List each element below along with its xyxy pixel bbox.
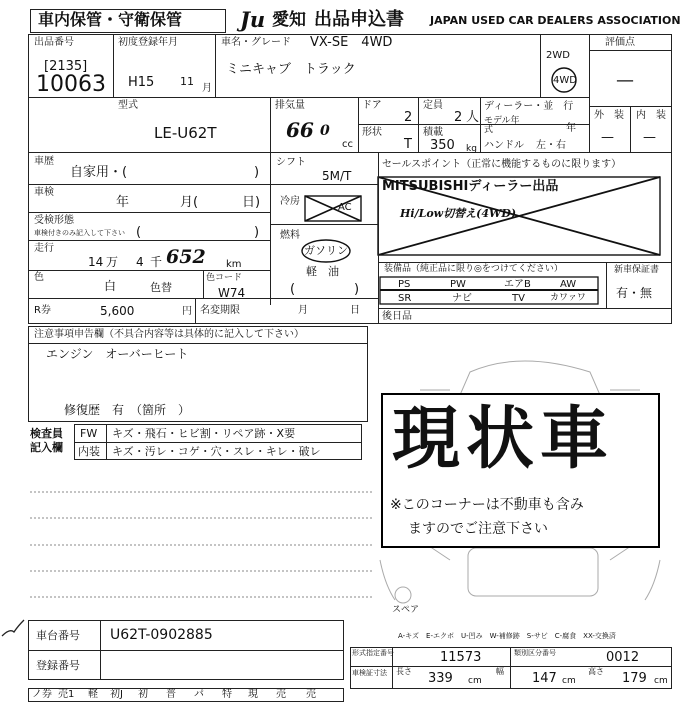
model-code-value: LE-U62T	[154, 124, 217, 142]
model-code-label: 型式	[118, 100, 138, 111]
hei-label: 高さ	[588, 667, 604, 676]
reg-era: H15	[128, 75, 155, 90]
stamp-title: 現状車	[392, 400, 615, 479]
warranty-value: 有・無	[616, 286, 653, 300]
equip-navi: ナビ	[452, 293, 472, 304]
check-mark	[2, 620, 24, 636]
bottom-6: パ	[194, 689, 204, 700]
handle-label: ハンドル	[484, 140, 524, 151]
association-name: JAPAN USED CAR DEALERS ASSOCIATION	[430, 14, 681, 27]
shape-label: 形状	[362, 127, 382, 138]
inspector-label: 検査員記入欄	[30, 427, 63, 454]
lot-number: 10063	[36, 72, 106, 97]
equip-aw: AW	[560, 279, 577, 290]
shaken-month: 月(	[180, 195, 199, 210]
drive-4wd: 4WD	[553, 75, 577, 86]
name-change-label: 名変期限	[200, 305, 240, 316]
exterior-label: 外 装	[594, 110, 624, 121]
handle-value: 左・右	[536, 140, 566, 151]
name-grade: VX-SE 4WD	[310, 35, 393, 50]
load-value: 350	[430, 138, 455, 153]
selling-scribble: Hi/Low切替え(4WD)	[400, 207, 517, 220]
later-label: 後日品	[382, 311, 412, 322]
inspector-int: 内装	[78, 445, 100, 458]
equip-pw: PW	[450, 279, 466, 290]
fuel-open: (	[290, 282, 296, 297]
repair-value: 有 （箇所	[112, 403, 167, 417]
interior-label: 内 装	[636, 110, 666, 121]
hei-unit: cm	[654, 676, 668, 686]
dims-label: 車検証寸法	[352, 669, 387, 677]
name-change-month: 月	[298, 305, 308, 316]
reg-month: 11	[180, 75, 194, 88]
class-number: 0012	[606, 650, 640, 665]
history-close: )	[254, 165, 260, 180]
spec-number: 11573	[440, 650, 482, 665]
repair-close: ）	[178, 403, 191, 417]
jushin-note: 車検付きのみ記入して下さい	[34, 229, 125, 237]
doors-label: ドア	[362, 100, 382, 111]
len-unit: cm	[468, 676, 482, 686]
mileage-man: 14	[88, 255, 104, 269]
mileage-rest: 652	[166, 246, 206, 268]
color-value: 白	[104, 279, 117, 293]
color-repaint: 色替	[150, 281, 172, 294]
mileage-man-unit: 万	[106, 255, 119, 269]
org-name: 愛知	[272, 10, 306, 30]
fuel-light: 軽 油	[306, 265, 339, 278]
hei-value: 179	[622, 671, 647, 686]
recycle-unit: 円	[182, 306, 192, 317]
disp-unit: cc	[342, 139, 353, 150]
load-label: 積載	[423, 127, 443, 138]
reg-month-unit: 月	[202, 83, 212, 94]
shaken-label: 車検	[34, 187, 54, 198]
fuel-close: )	[354, 282, 360, 297]
bottom-0: ノ券	[32, 689, 52, 700]
bottom-2: 軽	[88, 689, 98, 700]
equip-sr: SR	[398, 293, 412, 304]
bottom-8: 現	[248, 689, 258, 700]
disp-value: 66	[286, 118, 314, 142]
lot-sub: [2135]	[44, 59, 88, 74]
cap-value: 2	[454, 110, 463, 125]
regno-label: 登録番号	[36, 659, 80, 672]
history-label: 車歴	[34, 156, 54, 167]
jushin-close: )	[254, 225, 260, 240]
model-year-label: モデル年式	[484, 116, 520, 135]
disp-label: 排気量	[275, 100, 305, 111]
bottom-3: 初J	[110, 689, 123, 700]
equip-airbag: エアB	[504, 279, 531, 290]
inspector-fw-items: キズ・飛石・ヒビ割・リペア跡・X要	[112, 427, 296, 440]
stamp-line2: ますのでご注意下さい	[408, 521, 548, 537]
name-change-day: 日	[350, 305, 360, 316]
bottom-10: 売	[306, 689, 316, 700]
warranty-label: 新車保証書	[614, 265, 660, 275]
cooler-label: 冷房	[280, 196, 300, 207]
stamp-line1: ※このコーナーは不動車も含み	[390, 497, 584, 513]
shaken-year: 年	[116, 195, 130, 210]
dealer-label: ディーラー・並 行	[484, 101, 574, 112]
notes-label: 注意事項申告欄（不具合内容等は具体的に記入して下さい）	[34, 329, 304, 340]
cap-label: 定員	[423, 100, 443, 111]
lot-label: 出品番号	[34, 37, 74, 48]
repair-label: 修復歴	[64, 403, 101, 417]
history-value: 自家用・(	[70, 165, 128, 180]
score-value: —	[616, 70, 634, 91]
spare-label: スペア	[392, 605, 420, 615]
equip-tv: TV	[512, 293, 525, 304]
mileage-label: 走行	[34, 243, 54, 254]
mileage-unit: km	[226, 259, 242, 270]
wid-unit: cm	[562, 676, 576, 686]
form-title: 出品申込書	[314, 9, 404, 30]
len-value: 339	[428, 671, 453, 686]
bottom-5: 普	[166, 689, 176, 700]
len-label: 長さ	[396, 667, 412, 676]
cap-unit: 人	[466, 110, 480, 125]
wid-label: 幅	[496, 667, 504, 676]
selling-label: セールスポイント（正常に機能するものに限ります）	[382, 159, 622, 170]
chassis-value: U62T-0902885	[110, 627, 213, 643]
jushin-label: 受検形態	[34, 215, 74, 226]
bottom-9: 売	[276, 689, 286, 700]
damage-legend: A-キズ E-エクボ U-凹み W-補修跡 S-サビ C-腐食 XX-交換済	[398, 632, 616, 640]
notes-line1: エンジン オーバーヒート	[46, 347, 189, 361]
year-unit: 年	[566, 123, 576, 134]
bottom-1: 売1	[58, 689, 75, 700]
fuel-label: 燃料	[280, 230, 300, 241]
recycle-value: 5,600	[100, 304, 135, 318]
bottom-7: 特	[222, 689, 232, 700]
inspector-int-items: キズ・汚レ・コゲ・穴・スレ・キレ・破レ	[112, 445, 321, 458]
shaken-day: 日)	[242, 195, 261, 210]
recycle-label: R券	[34, 305, 51, 316]
ju-logo: Ju	[240, 7, 266, 32]
storage-note: 車内保管・守衛保管	[38, 10, 183, 29]
fuel-gas: ガソリン	[304, 244, 348, 257]
shift-value: 5M/T	[322, 169, 352, 183]
interior-value: —	[643, 130, 656, 145]
load-unit: kg	[466, 144, 477, 154]
wid-value: 147	[532, 671, 557, 686]
score-label: 評価点	[605, 37, 635, 48]
jushin-open: (	[136, 225, 142, 240]
class-label: 類別区分番号	[514, 649, 556, 657]
mileage-thou: 4	[136, 255, 144, 269]
cooler-value: AC	[338, 202, 352, 213]
inspector-fw: FW	[80, 427, 98, 440]
mileage-thou-unit: 千	[150, 255, 163, 269]
chassis-label: 車台番号	[36, 629, 80, 642]
equip-other: カワァワ	[550, 293, 586, 303]
shape-value: T	[404, 137, 412, 152]
spec-label: 形式指定番号	[352, 649, 394, 657]
shift-label: シフト	[276, 157, 306, 168]
equip-label: 装備品（純正品に限り◎をつけてください）	[384, 264, 563, 274]
exterior-value: —	[601, 130, 614, 145]
disp-mark: 0	[320, 123, 330, 139]
color-code-label: 色コード	[206, 273, 243, 283]
name-model: ミニキャブ トラック	[226, 62, 356, 77]
bottom-4: 初	[138, 689, 148, 700]
doors-value: 2	[404, 110, 413, 125]
color-code: W74	[218, 286, 246, 300]
drive-2wd: 2WD	[546, 50, 570, 61]
name-label: 車名・グレード	[221, 37, 291, 48]
color-label: 色	[34, 272, 44, 283]
selling-dealer-car: MITSUBISHIディーラー出品	[382, 179, 559, 194]
reg-label: 初度登録年月	[118, 37, 178, 48]
equip-ps: PS	[398, 279, 411, 290]
